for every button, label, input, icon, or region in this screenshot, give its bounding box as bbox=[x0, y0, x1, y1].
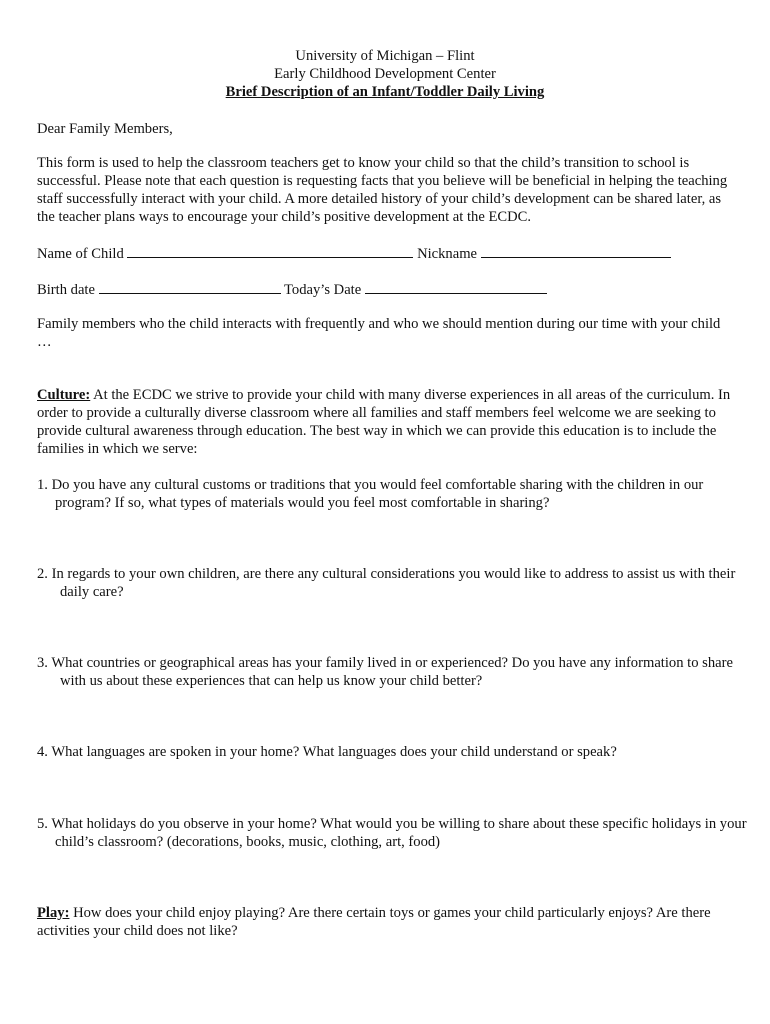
date-row bbox=[37, 279, 737, 299]
nickname-label: Nickname bbox=[417, 246, 478, 262]
culture-section bbox=[37, 386, 737, 458]
birth-date-field[interactable] bbox=[99, 279, 281, 294]
play-label: Play: bbox=[37, 905, 70, 921]
name-row bbox=[37, 243, 737, 263]
play-text: How does your child enjoy playing? Are there certain toys or games your child particularly enjoys? Are there activities your child does not like? bbox=[37, 905, 711, 939]
name-of-child-label: Name of Child bbox=[37, 246, 124, 262]
birth-date-label: Birth date bbox=[37, 282, 95, 298]
question-3: 3. What countries or geographical areas has your family lived in or experienced? Do you have any information to share with us about these experiences that can help us know your child better? bbox=[37, 655, 733, 689]
question-2: 2. In regards to your own children, are there any cultural considerations you would like to address to assist us with their daily care? bbox=[37, 566, 736, 600]
center-name: Early Childhood Development Center bbox=[274, 66, 496, 82]
play-section bbox=[37, 904, 737, 940]
culture-text: At the ECDC we strive to provide your child with many diverse experiences in all areas of the curriculum. In order to provide a culturally diverse classroom where all families and staff members feel welcome we are seeking to provide cultural awareness through education. The best way in which we can provide this education is to include the families in which we serve: bbox=[37, 387, 731, 457]
nickname-field[interactable] bbox=[481, 243, 671, 258]
greeting: Dear Family Members, bbox=[37, 121, 173, 137]
question-5: 5. What holidays do you observe in your home? What would you be willing to share about these specific holidays in your child’s classroom? (decorations, books, music, clothing, art, food) bbox=[37, 816, 747, 850]
question-4: 4. What languages are spoken in your home? What languages does your child understand or speak? bbox=[37, 744, 617, 760]
todays-date-field[interactable] bbox=[365, 279, 547, 294]
intro-paragraph: This form is used to help the classroom teachers get to know your child so that the child’s transition to school is successful. Please note that each question is requesting facts that you believe will be beneficial in helping the teaching staff successfully interact with your child. A more detailed history of your child’s development can be shared later, as the teacher plans ways to encourage your child’s positive development at the ECDC. bbox=[37, 155, 728, 225]
form-title: Brief Description of an Infant/Toddler Daily Living bbox=[225, 84, 545, 100]
university-name: University of Michigan – Flint bbox=[295, 48, 475, 64]
question-1: 1. Do you have any cultural customs or traditions that you would feel comfortable sharing with the children in our program? If so, what types of materials would you feel most comfortable in sharing? bbox=[37, 477, 704, 511]
name-of-child-field[interactable] bbox=[127, 243, 413, 258]
family-members-prompt: Family members who the child interacts with frequently and who we should mention during our time with your child … bbox=[37, 316, 721, 350]
culture-label: Culture: bbox=[37, 387, 91, 403]
todays-date-label: Today’s Date bbox=[284, 282, 362, 298]
